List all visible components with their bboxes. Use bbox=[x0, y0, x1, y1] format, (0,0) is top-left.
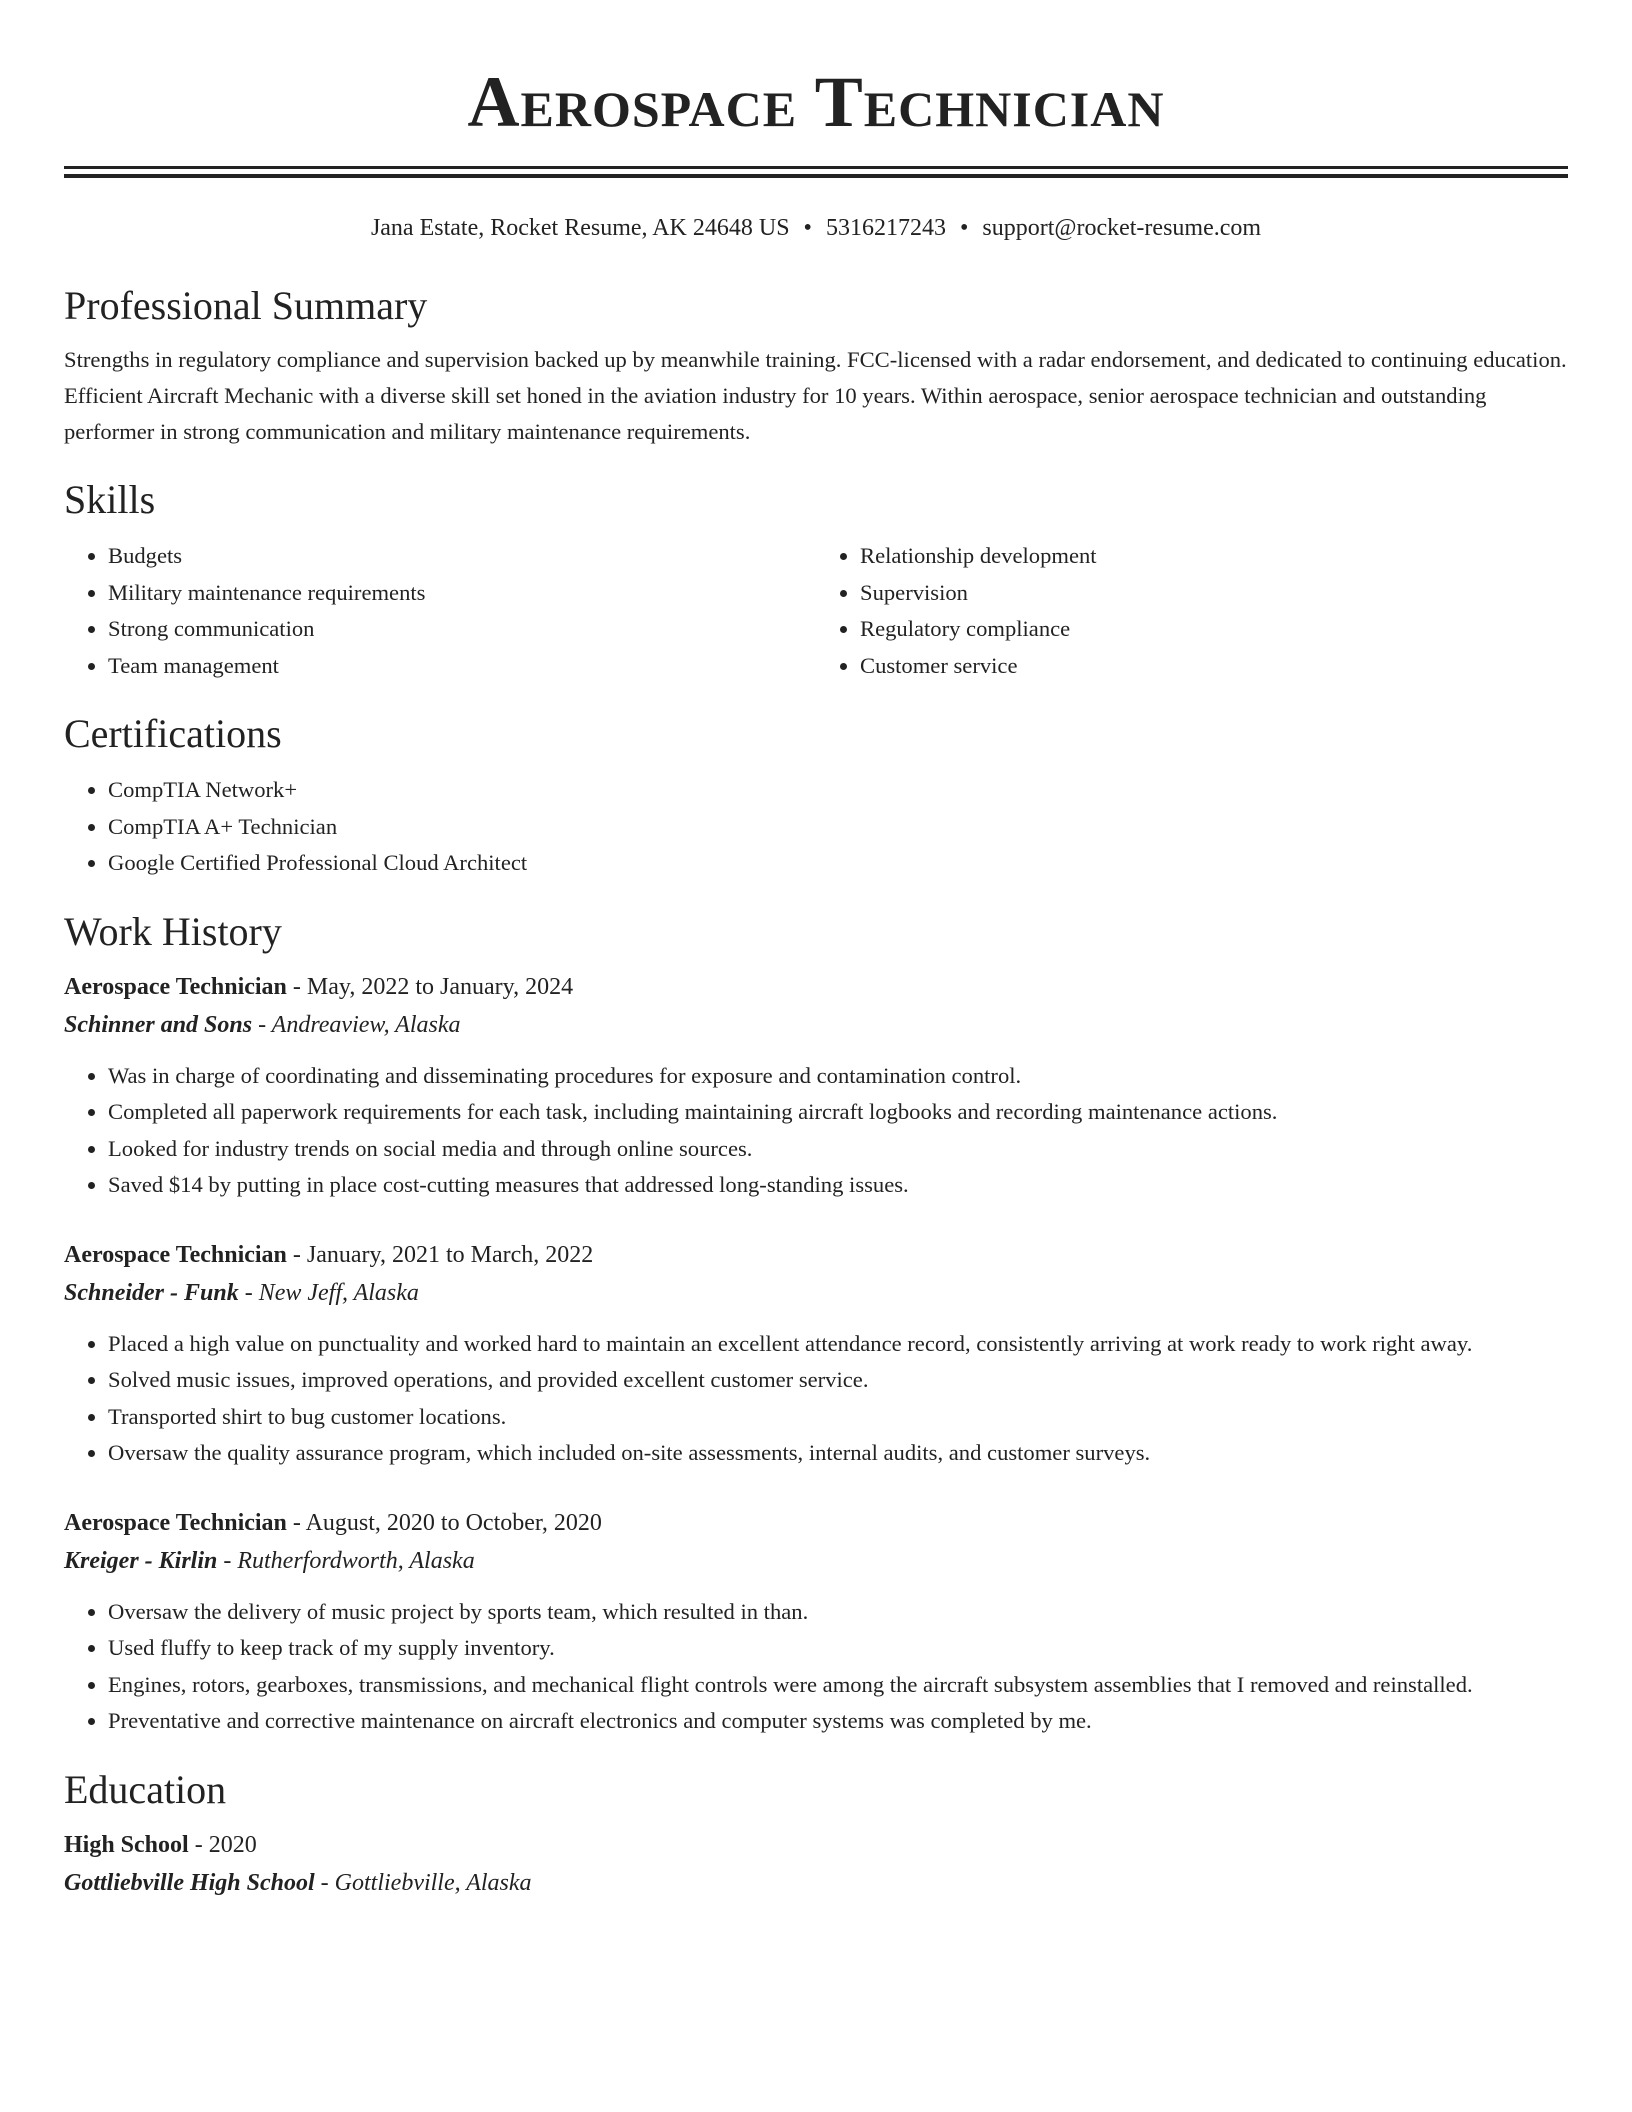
job-dates: - January, 2021 to March, 2022 bbox=[286, 1241, 594, 1268]
certification-item: • CompTIA Network+ bbox=[108, 772, 1568, 809]
skills-column-right bbox=[816, 538, 1568, 684]
job-entry bbox=[64, 1236, 1568, 1472]
job-role: Aerospace Technician bbox=[64, 1509, 287, 1536]
job-heading bbox=[64, 1236, 1568, 1274]
job-duty: • Saved $14 by putting in place cost-cutting measures that addressed long-standing issues. bbox=[108, 1167, 1568, 1204]
education-institution bbox=[64, 1864, 1568, 1902]
section-title-summary: Professional Summary bbox=[64, 283, 428, 328]
skill-item: • Regulatory compliance bbox=[860, 611, 1568, 648]
section-title-education: Education bbox=[64, 1766, 227, 1812]
job-duty: • Looked for industry trends on social media and through online sources. bbox=[108, 1131, 1568, 1168]
job-role: Aerospace Technician bbox=[64, 973, 287, 1000]
job-company: Schneider - Funk bbox=[64, 1279, 239, 1306]
education-entry bbox=[64, 1826, 1568, 1902]
skill-item: • Relationship development bbox=[860, 538, 1568, 575]
job-location: - New Jeff, Alaska bbox=[238, 1279, 419, 1306]
job-company: Schinner and Sons bbox=[64, 1011, 253, 1038]
skill-item: • Customer service bbox=[860, 648, 1568, 685]
job-heading bbox=[64, 968, 1568, 1006]
job-entry bbox=[64, 1504, 1568, 1740]
education-year: - 2020 bbox=[188, 1831, 257, 1858]
job-employer bbox=[64, 1274, 1568, 1312]
skill-item: • Supervision bbox=[860, 575, 1568, 612]
contact-address: Jana Estate, Rocket Resume, AK 24648 US bbox=[370, 215, 790, 241]
education-heading bbox=[64, 1826, 1568, 1864]
job-duties-list bbox=[64, 1326, 1568, 1472]
job-duty: • Was in charge of coordinating and disseminating procedures for exposure and contamination control. bbox=[108, 1058, 1568, 1095]
job-location: - Andreaview, Alaska bbox=[252, 1011, 461, 1038]
job-duties-list bbox=[64, 1594, 1568, 1740]
skill-item: • Military maintenance requirements bbox=[108, 575, 816, 612]
section-title-work-history: Work History bbox=[64, 908, 282, 954]
certification-item: • CompTIA A+ Technician bbox=[108, 809, 1568, 846]
skill-item: • Strong communication bbox=[108, 611, 816, 648]
job-duty: • Completed all paperwork requirements for each task, including maintaining aircraft logbooks and recording maintenance actions. bbox=[108, 1094, 1568, 1131]
contact-email: support@rocket-resume.com bbox=[982, 215, 1262, 241]
job-duty: • Solved music issues, improved operations, and provided excellent customer service. bbox=[108, 1362, 1568, 1399]
education-location: - Gottliebville, Alaska bbox=[314, 1869, 532, 1896]
job-duty: • Engines, rotors, gearboxes, transmissions, and mechanical flight controls were among the aircraft subsystem assemblies that I removed and reinstalled. bbox=[108, 1667, 1568, 1704]
job-duty: • Transported shirt to bug customer locations. bbox=[108, 1399, 1568, 1436]
separator-dot: • bbox=[959, 215, 969, 241]
education-school: Gottliebville High School bbox=[64, 1869, 315, 1896]
summary-text: Strengths in regulatory compliance and supervision backed up by meanwhile training. FCC-licensed with a radar endorsement, and dedicated to continuing education. Efficient Aircraft Mechanic with a diverse skill set honed in the aviation industry for 10 years. Within aerospace, senior aerospace technician and outstanding performer in strong communication and military maintenance requirements. bbox=[64, 347, 1567, 444]
job-dates: - May, 2022 to January, 2024 bbox=[286, 973, 574, 1000]
job-employer bbox=[64, 1006, 1568, 1044]
resume-page bbox=[64, 0, 1568, 1902]
skills-column-left bbox=[64, 538, 816, 684]
job-entry bbox=[64, 968, 1568, 1204]
header-divider bbox=[64, 166, 1568, 178]
job-duty: • Placed a high value on punctuality and worked hard to maintain an excellent attendance record, consistently arriving at work ready to work right away. bbox=[108, 1326, 1568, 1363]
job-dates: - August, 2020 to October, 2020 bbox=[286, 1509, 602, 1536]
resume-name: Aerospace Technician bbox=[467, 62, 1165, 142]
job-duties-list bbox=[64, 1058, 1568, 1204]
contact-phone: 5316217243 bbox=[825, 215, 946, 241]
job-employer bbox=[64, 1542, 1568, 1580]
skill-item: • Team management bbox=[108, 648, 816, 685]
skill-item: • Budgets bbox=[108, 538, 816, 575]
job-duty: • Oversaw the delivery of music project by sports team, which resulted in than. bbox=[108, 1594, 1568, 1631]
contact-line bbox=[64, 212, 1568, 244]
section-title-skills: Skills bbox=[64, 477, 156, 522]
job-duty: • Preventative and corrective maintenance on aircraft electronics and computer systems was completed by me. bbox=[108, 1703, 1568, 1740]
job-location: - Rutherfordworth, Alaska bbox=[217, 1547, 475, 1574]
certifications-list bbox=[64, 772, 1568, 882]
job-role: Aerospace Technician bbox=[64, 1241, 287, 1268]
job-duty: • Oversaw the quality assurance program, which included on-site assessments, internal audits, and customer surveys. bbox=[108, 1435, 1568, 1472]
certification-item: • Google Certified Professional Cloud Architect bbox=[108, 845, 1568, 882]
job-heading bbox=[64, 1504, 1568, 1542]
section-title-certifications: Certifications bbox=[64, 711, 282, 756]
job-company: Kreiger - Kirlin bbox=[64, 1547, 218, 1574]
education-degree: High School bbox=[64, 1831, 189, 1858]
skills-list bbox=[64, 538, 1568, 684]
job-duty: • Used fluffy to keep track of my supply inventory. bbox=[108, 1630, 1568, 1667]
separator-dot: • bbox=[803, 215, 812, 241]
